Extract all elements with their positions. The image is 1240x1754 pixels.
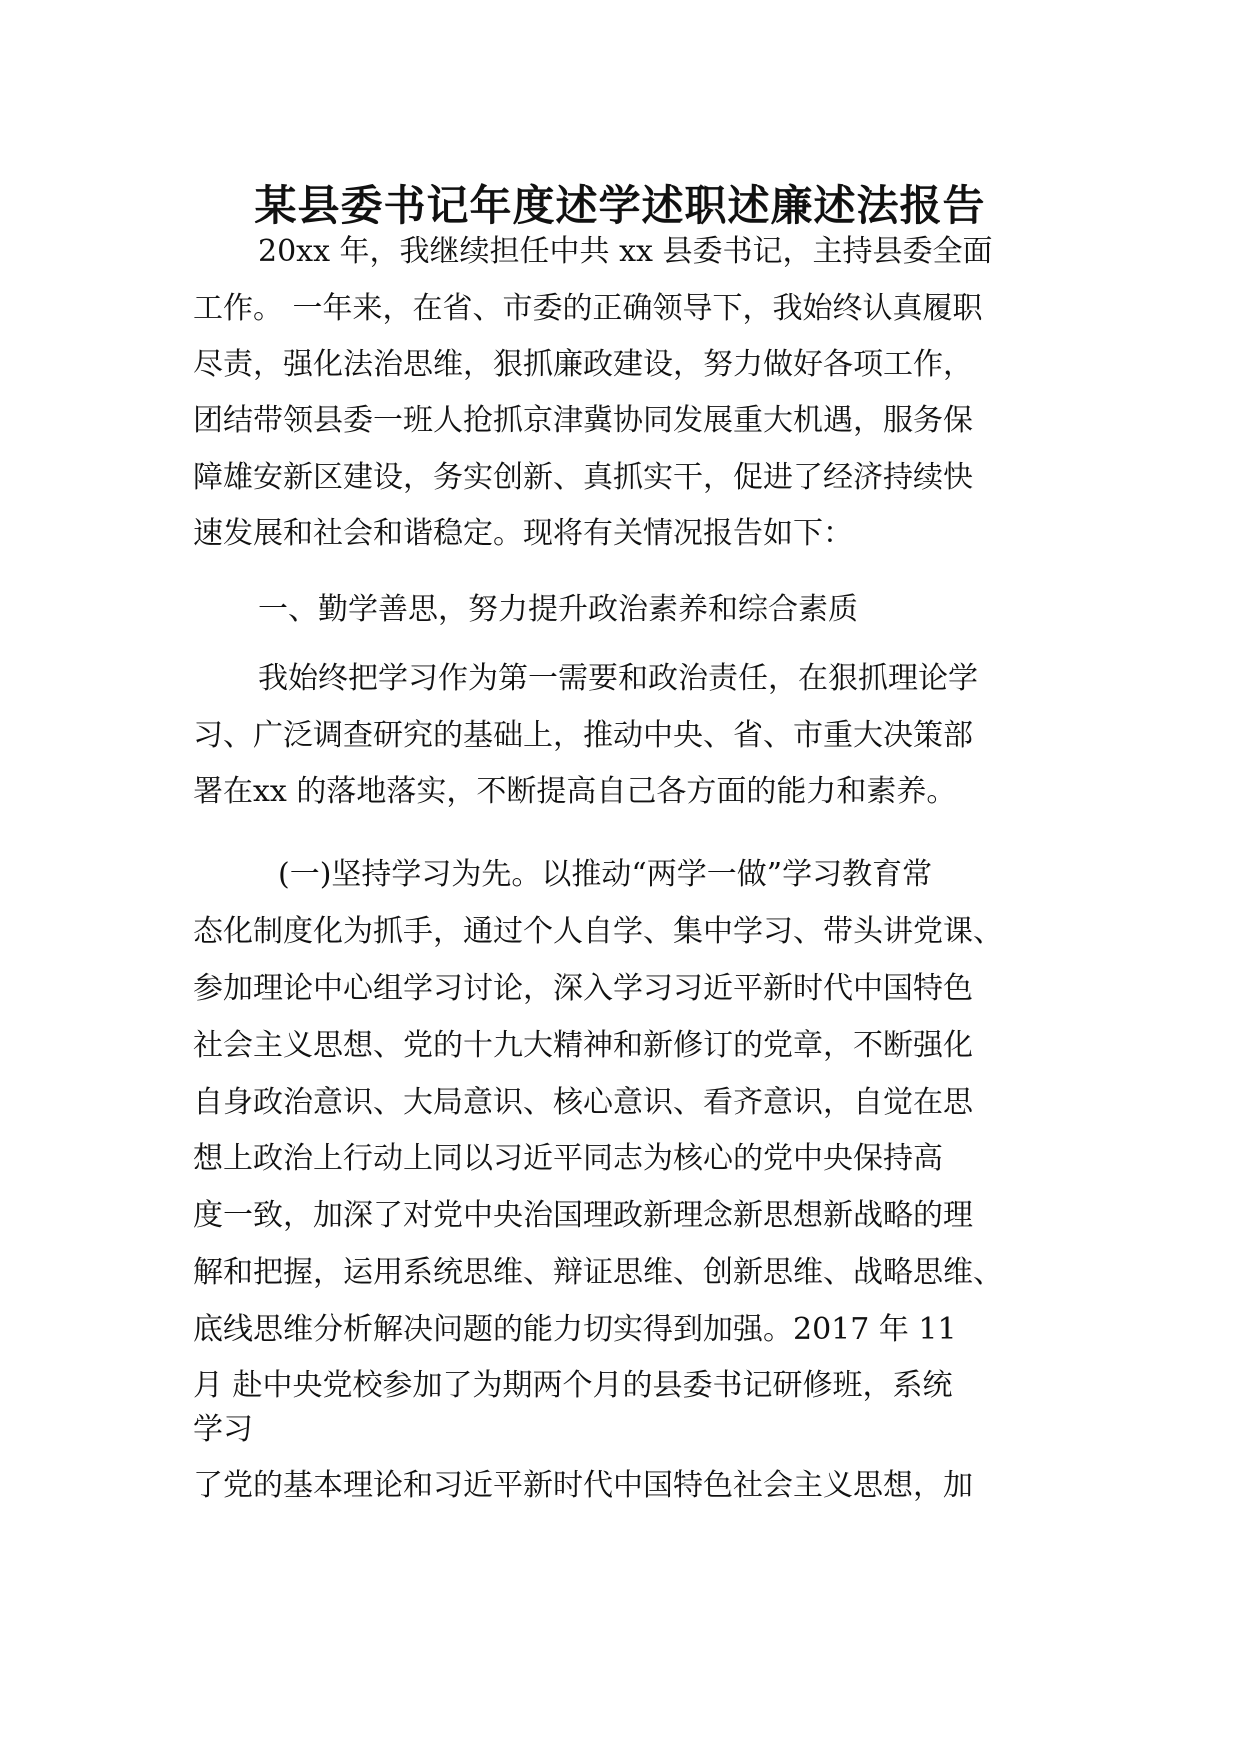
text-line: 底线思维分析解决问题的能力切实得到加强。2017 年 11: [193, 1312, 957, 1347]
text-line: 我始终把学习作为第一需要和政治责任，在狠抓理论学: [258, 661, 978, 696]
text-line: 团结带领县委一班人抢抓京津冀协同发展重大机遇，服务保: [193, 403, 973, 438]
document-title: 某县委书记年度述学述职述廉述法报告: [254, 181, 986, 230]
subsection-line: (一)坚持学习为先。以推动“两学一做”学习教育常: [278, 857, 933, 892]
text-line: 度一致，加深了对党中央治国理政新理念新思想新战略的理: [193, 1198, 973, 1233]
text-line: 社会主义思想、党的十九大精神和新修订的党章，不断强化: [193, 1028, 973, 1063]
text-line: 20xx 年，我继续担任中共 xx 县委书记，主持县委全面: [258, 234, 993, 269]
text-line: 工作。 一年来，在省、市委的正确领导下，我始终认真履职: [193, 291, 983, 326]
text-line: 署在xx 的落地落实，不断提高自己各方面的能力和素养。: [193, 774, 957, 809]
text-line: 态化制度化为抓手，通过个人自学、集中学习、带头讲党课、: [193, 914, 1003, 949]
text-line: 自身政治意识、大局意识、核心意识、看齐意识，自觉在思: [193, 1085, 973, 1120]
text-line: 了党的基本理论和习近平新时代中国特色社会主义思想，加: [193, 1468, 973, 1503]
text-line: 参加理论中心组学习讨论，深入学习习近平新时代中国特色: [193, 971, 973, 1006]
text-line: 障雄安新区建设，务实创新、真抓实干，促进了经济持续快: [193, 460, 973, 495]
text-line: 习、广泛调查研究的基础上，推动中央、省、市重大决策部: [193, 718, 973, 753]
text-line: 学习: [193, 1412, 253, 1447]
text-line: 想上政治上行动上同以习近平同志为核心的党中央保持高: [193, 1141, 943, 1176]
section-heading: 一、勤学善思，努力提升政治素养和综合素质: [258, 592, 858, 627]
text-line: 月 赴中央党校参加了为期两个月的县委书记研修班，系统: [193, 1368, 953, 1403]
text-line: 尽责，强化法治思维，狠抓廉政建设，努力做好各项工作，: [193, 347, 973, 382]
text-line: 解和把握，运用系统思维、辩证思维、创新思维、战略思维、: [193, 1255, 1003, 1290]
text-line: 速发展和社会和谐稳定。现将有关情况报告如下：: [193, 516, 853, 551]
